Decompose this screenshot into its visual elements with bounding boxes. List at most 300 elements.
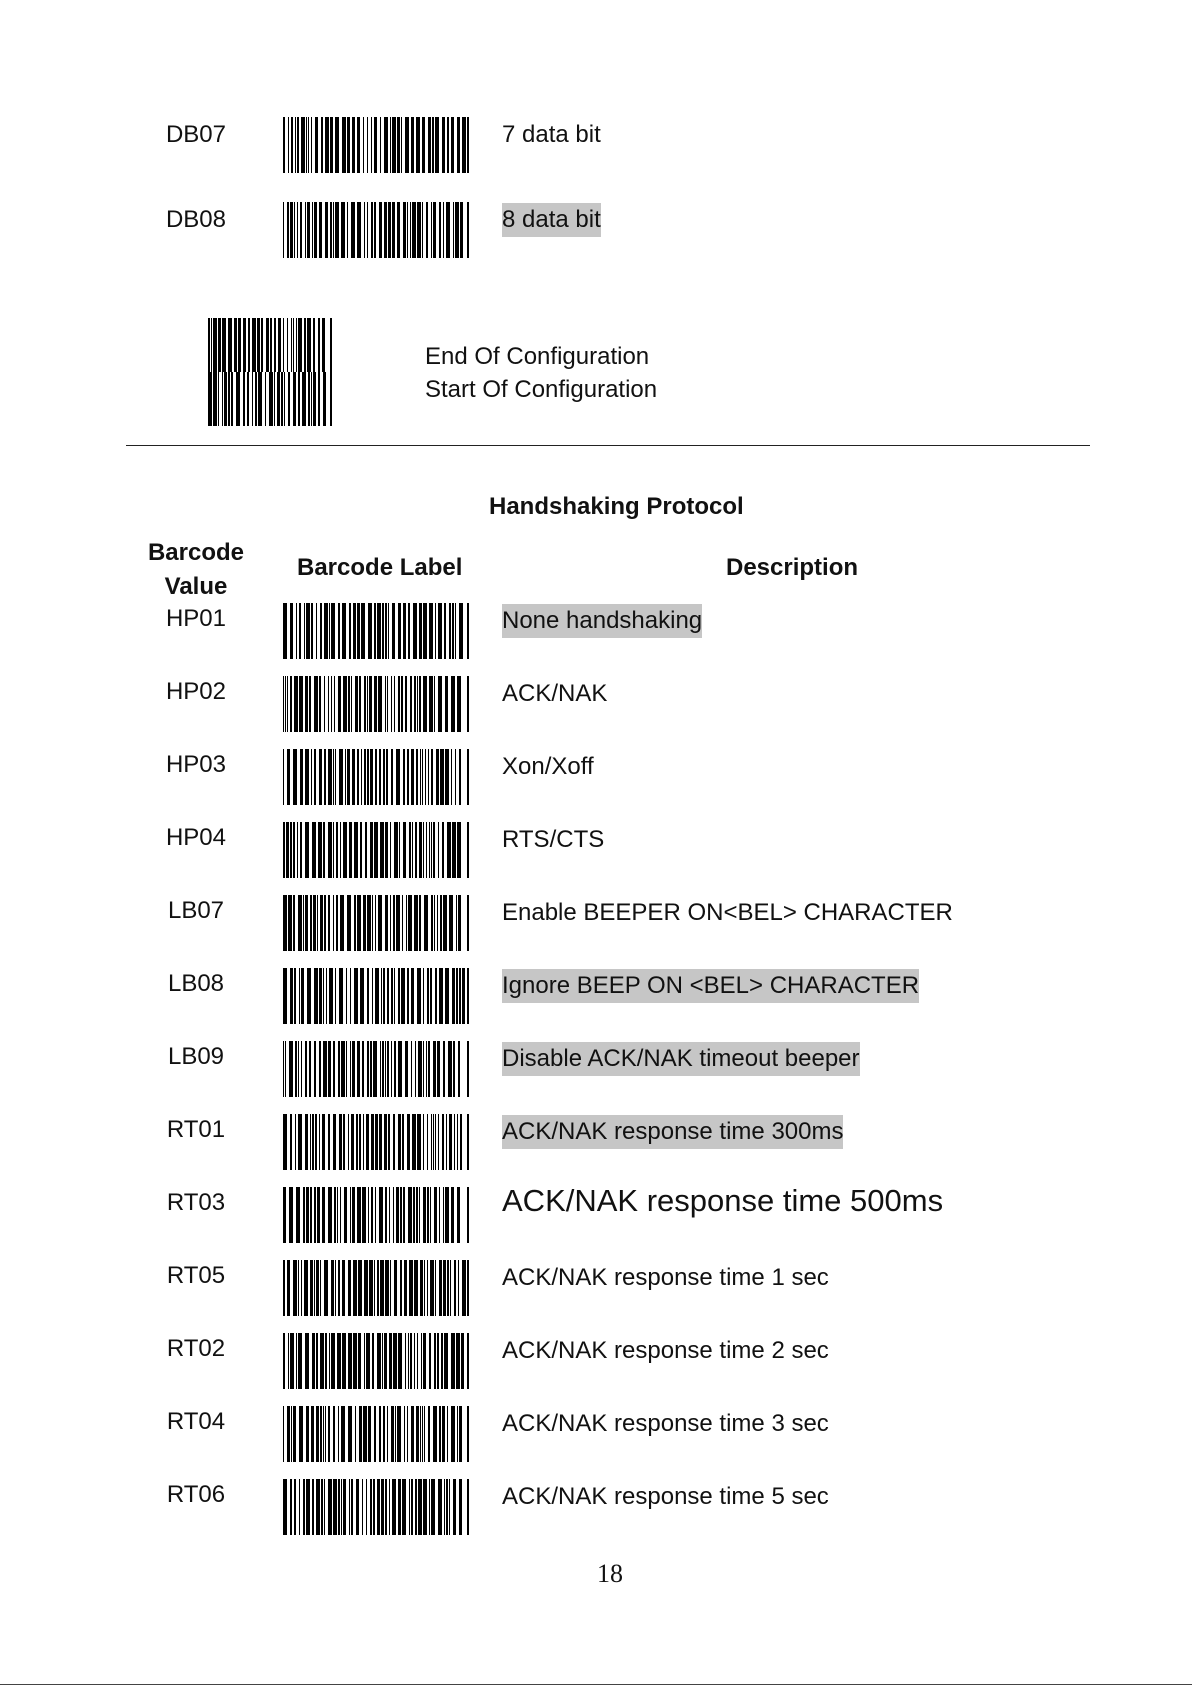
barcode-bar	[295, 1041, 297, 1097]
barcode-bar	[316, 1406, 319, 1462]
barcode-bar	[414, 1333, 415, 1389]
barcode-bar	[335, 202, 339, 258]
barcode-bar	[320, 603, 322, 659]
barcode-bar	[374, 117, 377, 173]
barcode-bar	[455, 749, 456, 805]
barcode-bar	[410, 676, 412, 732]
barcode-bar	[381, 968, 382, 1024]
barcode-bar	[435, 603, 436, 659]
barcode-bar	[440, 895, 442, 951]
barcode-bar	[352, 749, 355, 805]
barcode-bar	[306, 1479, 310, 1535]
barcode-value: HP03	[165, 751, 227, 778]
barcode-bar	[423, 1187, 426, 1243]
barcode-bar	[362, 1041, 364, 1097]
barcode-bar	[398, 603, 401, 659]
barcode-bar	[435, 1260, 436, 1316]
barcode-bar	[388, 603, 389, 659]
barcode-bar	[328, 822, 332, 878]
description-text: ACK/NAK	[502, 680, 608, 707]
barcode-bar	[398, 676, 400, 732]
barcode-bar	[423, 603, 427, 659]
barcode-bar	[393, 1187, 394, 1243]
barcode-bar	[374, 822, 378, 878]
barcode-bar	[287, 676, 288, 732]
barcode-bar	[304, 1260, 308, 1316]
barcode-bar	[398, 1479, 401, 1535]
barcode-bar	[368, 603, 372, 659]
barcode-bar	[299, 1479, 300, 1535]
barcode-bar	[330, 318, 332, 372]
barcode-bar	[397, 117, 400, 173]
barcode-bar	[387, 968, 389, 1024]
barcode-bar	[423, 1479, 427, 1535]
barcode-bar	[320, 1260, 321, 1316]
barcode-bar	[333, 749, 334, 805]
barcode-bar	[317, 1187, 320, 1243]
barcode-bar	[443, 895, 447, 951]
barcode-bar	[374, 603, 376, 659]
barcode-bar	[416, 749, 418, 805]
barcode-bar	[314, 749, 316, 805]
barcode-bar	[460, 1114, 462, 1170]
barcode-bar	[330, 372, 332, 426]
barcode-bar	[435, 968, 437, 1024]
barcode-bar	[294, 202, 295, 258]
barcode-bar	[331, 1260, 334, 1316]
barcode-bar	[293, 1260, 297, 1316]
barcode-bar	[428, 117, 431, 173]
barcode-bar	[331, 603, 335, 659]
barcode-bar	[333, 1479, 337, 1535]
barcode-bar	[314, 968, 318, 1024]
barcode-bar	[454, 1114, 455, 1170]
barcode-bar	[380, 822, 384, 878]
barcode-bar	[378, 676, 382, 732]
barcode-bar	[408, 895, 412, 951]
barcode-bar	[363, 117, 364, 173]
barcode-bar	[394, 1041, 396, 1097]
barcode-bar	[307, 968, 311, 1024]
barcode-bar	[293, 822, 295, 878]
barcode-bar	[396, 749, 400, 805]
barcode-bar	[403, 822, 406, 878]
barcode-bar	[358, 1333, 361, 1389]
barcode-bar	[243, 372, 245, 426]
barcode-bar	[457, 1187, 460, 1243]
barcode-bar	[340, 1187, 341, 1243]
barcode-bar	[411, 1041, 412, 1097]
barcode-bar	[424, 1260, 425, 1316]
barcode-bar	[325, 1406, 326, 1462]
barcode-bar	[367, 676, 368, 732]
barcode-bar	[459, 1406, 462, 1462]
barcode-bar	[363, 1406, 367, 1462]
barcode-bar	[283, 1406, 284, 1462]
barcode-bar	[374, 676, 377, 732]
barcode-bar	[421, 1333, 422, 1389]
barcode-bar	[430, 1187, 431, 1243]
barcode-bar	[389, 1187, 390, 1243]
description-text: ACK/NAK response time 1 sec	[502, 1264, 829, 1291]
barcode-bar	[460, 202, 463, 258]
barcode-bar	[415, 1041, 416, 1097]
start-of-configuration-label: Start Of Configuration	[425, 376, 658, 403]
barcode-bar	[301, 117, 305, 173]
barcode-bar	[391, 968, 393, 1024]
barcode-image	[283, 1187, 469, 1243]
barcode-bar	[303, 1479, 305, 1535]
barcode-bar	[325, 202, 328, 258]
barcode-bar	[291, 117, 293, 173]
barcode-bar	[459, 749, 461, 805]
barcode-bar	[428, 1041, 430, 1097]
barcode-bar	[313, 895, 316, 951]
barcode-bar	[401, 676, 403, 732]
barcode-bar	[409, 1260, 413, 1316]
barcode-bar	[304, 603, 305, 659]
barcode-bar	[247, 372, 249, 426]
barcode-bar	[320, 1333, 324, 1389]
barcode-bar	[357, 603, 360, 659]
barcode-bar	[409, 1479, 410, 1535]
start-config-barcode-lower	[208, 372, 332, 426]
barcode-bar	[467, 1187, 469, 1243]
barcode-bar	[269, 372, 273, 426]
barcode-bar	[308, 372, 310, 426]
barcode-bar	[283, 603, 287, 659]
barcode-bar	[308, 117, 309, 173]
barcode-value: RT01	[166, 1116, 226, 1143]
barcode-bar	[433, 1114, 434, 1170]
barcode-bar	[270, 318, 272, 372]
barcode-bar	[384, 1333, 387, 1389]
barcode-bar	[208, 318, 210, 372]
barcode-bar	[359, 676, 361, 732]
barcode-bar	[457, 117, 460, 173]
barcode-bar	[342, 1333, 346, 1389]
barcode-bar	[442, 1406, 445, 1462]
barcode-bar	[403, 202, 406, 258]
barcode-bar	[447, 117, 449, 173]
barcode-bar	[450, 1260, 451, 1316]
barcode-bar	[319, 202, 322, 258]
barcode-bar	[336, 822, 338, 878]
barcode-bar	[461, 1333, 464, 1389]
barcode-bar	[448, 1041, 452, 1097]
barcode-bar	[427, 968, 429, 1024]
barcode-bar	[353, 1333, 357, 1389]
barcode-bar	[388, 202, 391, 258]
barcode-bar	[379, 749, 381, 805]
description-text: None handshaking	[502, 604, 702, 638]
barcode-bar	[222, 318, 226, 372]
barcode-bar	[305, 676, 308, 732]
barcode-bar	[348, 676, 350, 732]
barcode-value: LB08	[167, 970, 225, 997]
barcode-bar	[306, 117, 307, 173]
barcode-bar	[293, 372, 296, 426]
barcode-bar	[467, 1041, 469, 1097]
barcode-bar	[439, 1187, 440, 1243]
barcode-bar	[451, 1333, 455, 1389]
barcode-image	[283, 1041, 469, 1097]
barcode-bar	[366, 1479, 367, 1535]
barcode-bar	[288, 1333, 289, 1389]
barcode-bar	[290, 202, 293, 258]
barcode-bar	[335, 1260, 336, 1316]
barcode-bar	[426, 1041, 427, 1097]
barcode-bar	[456, 895, 457, 951]
barcode-bar	[359, 1406, 362, 1462]
barcode-bar	[407, 1114, 410, 1170]
barcode-bar	[316, 603, 317, 659]
barcode-bar	[341, 1479, 342, 1535]
barcode-bar	[418, 1479, 422, 1535]
barcode-bar	[449, 895, 453, 951]
barcode-bar	[329, 603, 330, 659]
barcode-bar	[411, 968, 414, 1024]
barcode-bar	[415, 822, 417, 878]
barcode-bar	[356, 1479, 359, 1535]
barcode-bar	[355, 1406, 356, 1462]
barcode-bar	[416, 1406, 419, 1462]
barcode-bar	[297, 117, 299, 173]
barcode-bar	[361, 749, 362, 805]
barcode-bar	[396, 1187, 399, 1243]
barcode-bar	[257, 318, 260, 372]
barcode-bar	[405, 1333, 406, 1389]
barcode-bar	[408, 1333, 409, 1389]
barcode-bar	[333, 1114, 336, 1170]
barcode-bar	[283, 822, 285, 878]
barcode-bar	[305, 1041, 307, 1097]
barcode-bar	[338, 1406, 339, 1462]
barcode-bar	[351, 1479, 353, 1535]
barcode-bar	[402, 895, 403, 951]
barcode-bar	[373, 1041, 377, 1097]
barcode-image	[283, 1260, 469, 1316]
barcode-bar	[423, 822, 424, 878]
barcode-bar	[459, 1479, 462, 1535]
barcode-bar	[301, 968, 304, 1024]
barcode-bar	[409, 822, 411, 878]
barcode-bar	[426, 202, 428, 258]
barcode-bar	[278, 318, 281, 372]
barcode-bar	[394, 1260, 397, 1316]
barcode-bar	[312, 202, 313, 258]
barcode-bar	[408, 603, 410, 659]
barcode-bar	[390, 895, 391, 951]
barcode-bar	[419, 895, 421, 951]
barcode-bar	[333, 895, 334, 951]
barcode-bar	[400, 1187, 402, 1243]
barcode-bar	[364, 749, 366, 805]
barcode-bar	[319, 1114, 320, 1170]
barcode-bar	[323, 968, 324, 1024]
barcode-bar	[401, 968, 405, 1024]
barcode-image	[283, 1406, 469, 1462]
barcode-bar	[367, 968, 369, 1024]
barcode-bar	[354, 968, 358, 1024]
barcode-bar	[393, 1333, 397, 1389]
barcode-bar	[329, 968, 333, 1024]
barcode-bar	[328, 895, 330, 951]
barcode-bar	[328, 676, 329, 732]
barcode-bar	[422, 117, 425, 173]
barcode-value: DB08	[165, 206, 227, 233]
barcode-bar	[335, 968, 336, 1024]
barcode-bar	[283, 318, 284, 372]
barcode-bar	[392, 603, 395, 659]
description-text: 8 data bit	[502, 203, 601, 237]
barcode-bar	[228, 372, 230, 426]
barcode-bar	[423, 1114, 424, 1170]
barcode-bar	[458, 895, 461, 951]
barcode-bar	[300, 749, 303, 805]
barcode-value: RT03	[166, 1189, 226, 1216]
barcode-bar	[413, 603, 417, 659]
barcode-bar	[312, 1333, 315, 1389]
barcode-bar	[422, 749, 423, 805]
barcode-bar	[390, 822, 391, 878]
barcode-bar	[299, 676, 303, 732]
barcode-bar	[431, 1114, 432, 1170]
barcode-bar	[467, 895, 469, 951]
barcode-bar	[455, 603, 456, 659]
barcode-bar	[384, 1114, 387, 1170]
barcode-bar	[343, 822, 347, 878]
barcode-bar	[457, 822, 461, 878]
barcode-bar	[379, 1187, 383, 1243]
barcode-bar	[375, 749, 377, 805]
barcode-bar	[333, 1406, 335, 1462]
barcode-bar	[287, 318, 288, 372]
barcode-value: RT06	[166, 1481, 226, 1508]
barcode-value: RT05	[166, 1262, 226, 1289]
barcode-bar	[365, 822, 367, 878]
barcode-bar	[299, 968, 300, 1024]
barcode-bar	[408, 1187, 412, 1243]
barcode-bar	[374, 1260, 375, 1316]
barcode-bar	[379, 1406, 381, 1462]
barcode-bar	[347, 117, 350, 173]
barcode-bar	[252, 372, 253, 426]
barcode-bar	[392, 202, 395, 258]
barcode-bar	[411, 749, 414, 805]
barcode-bar	[361, 603, 365, 659]
barcode-bar	[303, 1187, 305, 1243]
page-number: 18	[597, 1559, 623, 1588]
barcode-bar	[283, 749, 284, 805]
barcode-bar	[390, 1260, 391, 1316]
barcode-bar	[339, 968, 343, 1024]
barcode-bar	[441, 1333, 443, 1389]
barcode-bar	[213, 318, 217, 372]
barcode-bar	[422, 202, 423, 258]
barcode-bar	[420, 1260, 423, 1316]
barcode-bar	[298, 895, 302, 951]
barcode-bar	[357, 895, 361, 951]
barcode-bar	[405, 676, 407, 732]
barcode-bar	[397, 1406, 401, 1462]
barcode-bar	[406, 895, 407, 951]
barcode-bar	[342, 603, 346, 659]
barcode-bar	[339, 749, 343, 805]
barcode-bar	[410, 202, 411, 258]
barcode-bar	[307, 202, 310, 258]
barcode-bar	[318, 372, 320, 426]
barcode-bar	[328, 749, 332, 805]
barcode-bar	[290, 676, 292, 732]
barcode-bar	[324, 603, 328, 659]
barcode-bar	[319, 749, 322, 805]
barcode-image	[283, 676, 469, 732]
barcode-bar	[410, 1333, 412, 1389]
barcode-bar	[452, 968, 455, 1024]
barcode-bar	[388, 1114, 390, 1170]
barcode-bar	[290, 822, 292, 878]
barcode-bar	[451, 749, 452, 805]
barcode-bar	[443, 1260, 446, 1316]
description-text: Ignore BEEP ON <BEL> CHARACTER	[502, 969, 919, 1003]
barcode-bar	[341, 1406, 345, 1462]
barcode-image	[283, 603, 469, 659]
barcode-bar	[295, 117, 296, 173]
barcode-bar	[452, 603, 454, 659]
barcode-bar	[333, 822, 334, 878]
barcode-bar	[381, 1479, 384, 1535]
barcode-bar	[423, 1333, 426, 1389]
barcode-bar	[290, 1114, 292, 1170]
barcode-bar	[367, 117, 368, 173]
barcode-bar	[293, 318, 294, 372]
barcode-bar	[310, 895, 312, 951]
barcode-bar	[458, 1260, 459, 1316]
barcode-bar	[312, 1114, 314, 1170]
barcode-bar	[377, 603, 381, 659]
barcode-bar	[417, 968, 421, 1024]
barcode-bar	[389, 1479, 390, 1535]
barcode-bar	[405, 117, 409, 173]
barcode-bar	[298, 1333, 302, 1389]
barcode-bar	[403, 749, 405, 805]
end-of-configuration-label: End Of Configuration	[425, 343, 650, 370]
barcode-bar	[453, 202, 454, 258]
barcode-bar	[431, 822, 432, 878]
barcode-bar	[414, 1260, 418, 1316]
barcode-bar	[309, 1041, 311, 1097]
barcode-bar	[293, 1406, 296, 1462]
barcode-bar	[446, 1479, 448, 1535]
barcode-bar	[419, 603, 422, 659]
barcode-bar	[407, 202, 408, 258]
barcode-bar	[397, 202, 400, 258]
barcode-bar	[363, 895, 366, 951]
barcode-bar	[427, 1114, 428, 1170]
barcode-bar	[370, 1479, 372, 1535]
barcode-bar	[310, 1114, 311, 1170]
barcode-bar	[413, 1187, 415, 1243]
barcode-bar	[293, 749, 297, 805]
barcode-bar	[367, 749, 369, 805]
barcode-bar	[305, 1114, 308, 1170]
barcode-bar	[349, 1479, 350, 1535]
barcode-bar	[338, 1479, 340, 1535]
barcode-bar	[457, 676, 461, 732]
barcode-bar	[467, 603, 469, 659]
barcode-bar	[444, 1479, 445, 1535]
